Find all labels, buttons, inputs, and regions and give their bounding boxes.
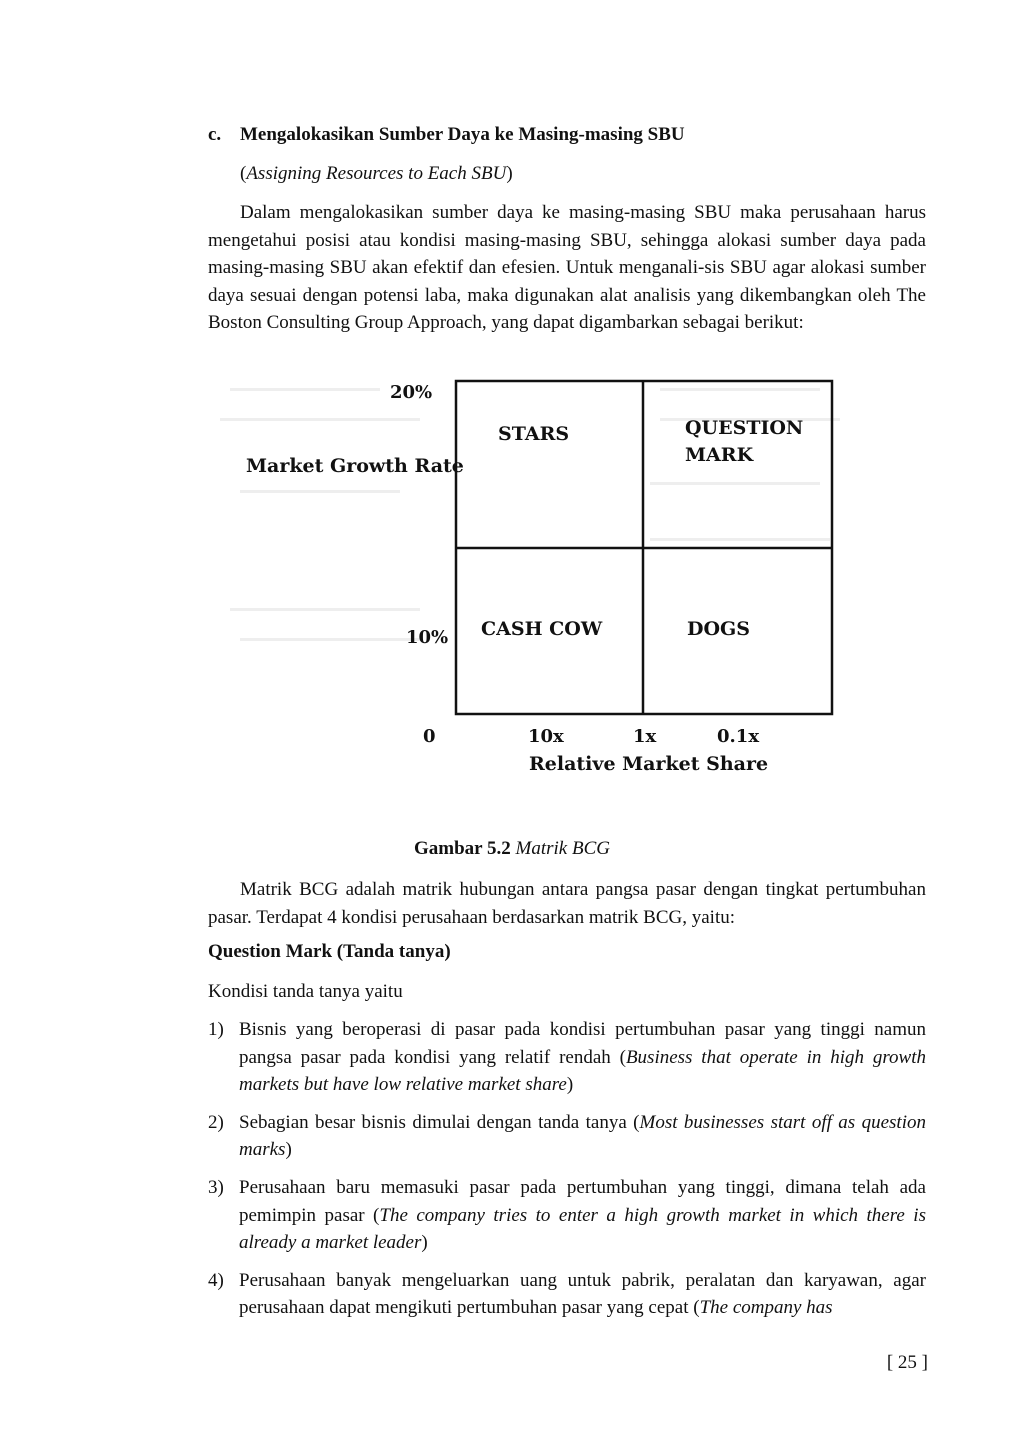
list-item-number: 3): [208, 1176, 224, 1198]
list-item: [208, 1109, 926, 1164]
list-item-english: The company has: [699, 1297, 833, 1319]
bcg-paragraph: Matrik BCG adalah matrik hubungan antara pangsa pasar dengan tingkat pertumbuhan pasar. Terdapat 4 kondisi perusahaan berdasarkan matrik BCG, yaitu:: [208, 879, 926, 928]
list-item-text: Perusahaan banyak mengeluarkan uang untuk pabrik, peralatan dan karyawan, agar perusahaan dapat mengikuti pertumbuhan pasar yang cepat (: [239, 1269, 926, 1319]
list-item-number: 1): [208, 1019, 224, 1040]
origin-label: 0: [423, 726, 436, 747]
list-item: [208, 1016, 926, 1099]
list-item-close: ): [566, 1074, 574, 1096]
figure-caption: [0, 838, 1024, 860]
list-item-english: The company tries to enter a high growth market in which there is already a market leader: [239, 1204, 926, 1254]
section-title: Mengalokasikan Sumber Daya ke Masing-masing SBU: [240, 124, 685, 145]
quadrant-cash-cow: CASH COW: [481, 618, 603, 640]
y-axis-label: Market Growth Rate: [246, 455, 464, 477]
list-item-text: Sebagian besar bisnis dimulai dengan tanda tanya (: [239, 1111, 640, 1133]
list-item-number: 4): [208, 1269, 224, 1291]
subtitle-text: Assigning Resources to Each SBU: [246, 163, 507, 184]
page-number: [ 25 ]: [886, 1352, 928, 1373]
x-tick-1x: 1x: [633, 726, 657, 747]
question-mark-list: [208, 1016, 926, 1332]
x-axis-label: Relative Market Share: [529, 753, 769, 775]
list-item-text: Bisnis yang beroperasi di pasar pada kondisi pertumbuhan pasar yang tinggi namun pangsa pasar pada kondisi yang relatif rendah (: [239, 1019, 926, 1068]
section-heading: [208, 124, 685, 146]
x-tick-10x: 10x: [528, 726, 564, 747]
list-item: [208, 1174, 926, 1257]
subtitle-open-paren: (: [240, 163, 247, 184]
list-item-close: ): [285, 1139, 292, 1161]
intro-paragraph: Dalam mengalokasikan sumber daya ke masing-masing SBU maka perusahaan harus mengetahui posisi atau kondisi masing-masing SBU, sehingga alokasi sumber daya pada masing-masing SBU akan efektif dan efesien. Untuk menganali-sis SBU agar alokasi sumber daya sesuai dengan potensi laba, maka digunakan alat analisis yang dikembangkan oleh The Boston Consulting Group Approach, yang dapat digambarkan sebagai berikut:: [208, 202, 926, 334]
quadrant-dogs: DOGS: [687, 618, 750, 640]
bcg-matrix-figure: [220, 370, 860, 800]
list-item-english: Business that operate in high growth markets but have low relative market share: [239, 1046, 926, 1096]
quadrant-question-line1: QUESTION: [685, 417, 804, 439]
caption-title: Matrik BCG: [515, 838, 610, 859]
list-item-english: Most businesses start off as question marks: [239, 1111, 926, 1161]
list-item-close: ): [421, 1232, 428, 1254]
list-item: [208, 1267, 926, 1322]
x-tick-0-1x: 0.1x: [717, 726, 760, 747]
section-subtitle: [240, 163, 513, 185]
caption-label: Gambar 5.2: [414, 838, 511, 859]
y-mid-label: 10%: [406, 627, 449, 648]
y-top-label: 20%: [390, 382, 433, 403]
bcg-matrix-svg: [220, 370, 860, 800]
section-number: c.: [208, 124, 222, 145]
quadrant-question-line2: MARK: [685, 444, 754, 466]
list-item-text: Perusahaan baru memasuki pasar pada pertumbuhan yang tinggi, dimana telah ada pemimpin pasar (: [239, 1176, 926, 1226]
list-item-number: 2): [208, 1111, 224, 1133]
question-mark-intro: Kondisi tanda tanya yaitu: [208, 981, 403, 1002]
quadrant-stars: STARS: [498, 423, 570, 445]
subtitle-close-paren: ): [506, 163, 513, 184]
question-mark-title: Question Mark (Tanda tanya): [208, 941, 451, 962]
